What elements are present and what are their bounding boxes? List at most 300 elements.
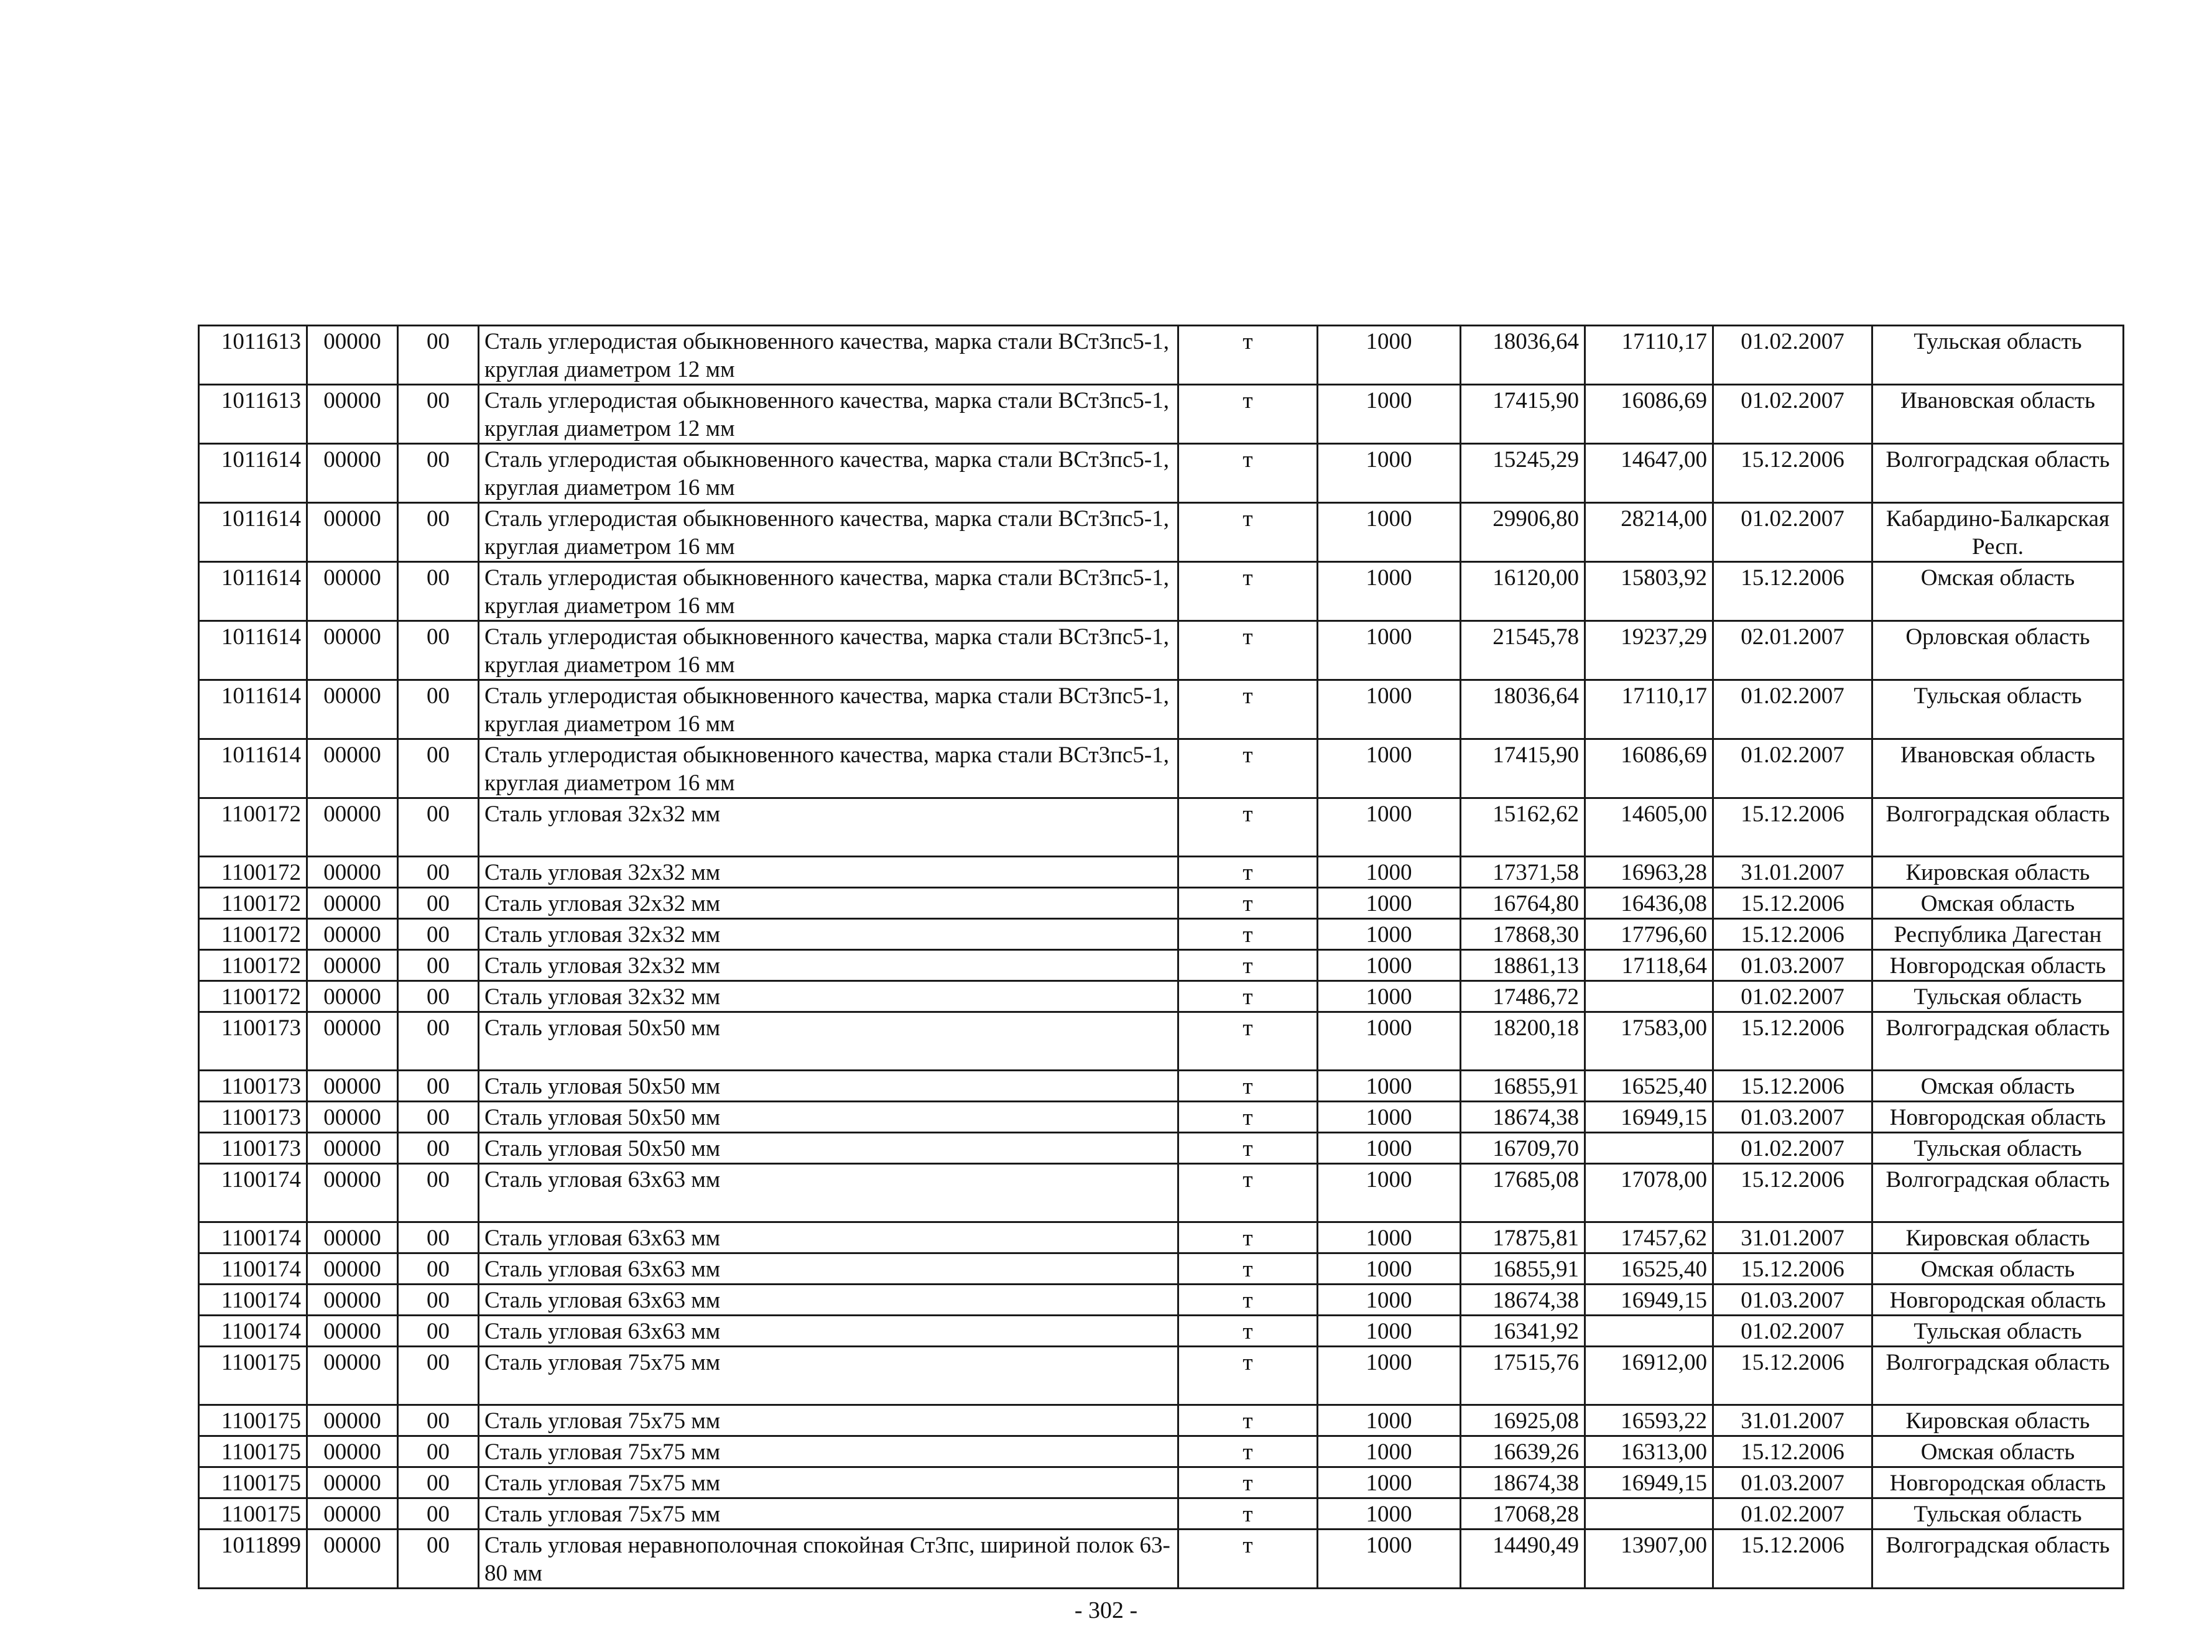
- unit-cell: т: [1178, 1467, 1318, 1498]
- unit-cell: т: [1178, 503, 1318, 562]
- price-with-vat-cell: 17868,30: [1461, 919, 1585, 950]
- price-with-vat-cell: 15162,62: [1461, 798, 1585, 857]
- variant-code-cell: 00: [398, 326, 479, 385]
- date-cell: 15.12.2006: [1713, 798, 1872, 857]
- date-cell: 15.12.2006: [1713, 919, 1872, 950]
- unit-cell: т: [1178, 326, 1318, 385]
- product-code-cell: 1100174: [199, 1222, 307, 1253]
- variant-code-cell: 00: [398, 919, 479, 950]
- date-cell: 01.03.2007: [1713, 950, 1872, 981]
- product-code-cell: 1011614: [199, 503, 307, 562]
- product-name-cell: Сталь угловая 75х75 мм: [479, 1467, 1178, 1498]
- price-cell: 17110,17: [1585, 326, 1713, 385]
- subcode-cell: 00000: [307, 1436, 398, 1467]
- subcode-cell: 00000: [307, 981, 398, 1012]
- variant-code-cell: 00: [398, 1164, 479, 1222]
- quantity-cell: 1000: [1318, 1071, 1461, 1102]
- price-with-vat-cell: 16855,91: [1461, 1253, 1585, 1285]
- region-cell: Республика Дагестан: [1872, 919, 2124, 950]
- price-cell: [1585, 981, 1713, 1012]
- table-row: [199, 621, 2124, 680]
- date-cell: 01.02.2007: [1713, 1133, 1872, 1164]
- unit-cell: т: [1178, 981, 1318, 1012]
- variant-code-cell: 00: [398, 385, 479, 444]
- variant-code-cell: 00: [398, 1498, 479, 1530]
- price-with-vat-cell: 16855,91: [1461, 1071, 1585, 1102]
- product-code-cell: 1100173: [199, 1133, 307, 1164]
- product-name-cell: Сталь угловая 32х32 мм: [479, 950, 1178, 981]
- variant-code-cell: 00: [398, 798, 479, 857]
- table-row: [199, 385, 2124, 444]
- region-cell: Волгоградская область: [1872, 1347, 2124, 1405]
- price-with-vat-cell: 17875,81: [1461, 1222, 1585, 1253]
- product-name-cell: Сталь угловая 75х75 мм: [479, 1436, 1178, 1467]
- table-row: [199, 1498, 2124, 1530]
- quantity-cell: 1000: [1318, 857, 1461, 888]
- price-with-vat-cell: 18674,38: [1461, 1102, 1585, 1133]
- variant-code-cell: 00: [398, 1316, 479, 1347]
- variant-code-cell: 00: [398, 950, 479, 981]
- table-row: [199, 1253, 2124, 1285]
- subcode-cell: 00000: [307, 1530, 398, 1589]
- date-cell: 15.12.2006: [1713, 562, 1872, 621]
- quantity-cell: 1000: [1318, 1467, 1461, 1498]
- region-cell: Новгородская область: [1872, 1467, 2124, 1498]
- product-name-cell: Сталь угловая 32х32 мм: [479, 798, 1178, 857]
- region-cell: Омская область: [1872, 888, 2124, 919]
- variant-code-cell: 00: [398, 1285, 479, 1316]
- subcode-cell: 00000: [307, 1164, 398, 1222]
- product-name-cell: Сталь угловая 63х63 мм: [479, 1285, 1178, 1316]
- variant-code-cell: 00: [398, 1347, 479, 1405]
- quantity-cell: 1000: [1318, 950, 1461, 981]
- price-cell: 16086,69: [1585, 739, 1713, 798]
- product-name-cell: Сталь угловая 50х50 мм: [479, 1012, 1178, 1071]
- variant-code-cell: 00: [398, 1012, 479, 1071]
- region-cell: Омская область: [1872, 1436, 2124, 1467]
- unit-cell: т: [1178, 1012, 1318, 1071]
- variant-code-cell: 00: [398, 1530, 479, 1589]
- price-cell: 17078,00: [1585, 1164, 1713, 1222]
- price-with-vat-cell: 16709,70: [1461, 1133, 1585, 1164]
- product-name-cell: Сталь угловая 32х32 мм: [479, 919, 1178, 950]
- product-code-cell: 1011614: [199, 621, 307, 680]
- region-cell: Кировская область: [1872, 857, 2124, 888]
- quantity-cell: 1000: [1318, 1436, 1461, 1467]
- price-cell: 13907,00: [1585, 1530, 1713, 1589]
- price-table: [198, 325, 2124, 1589]
- table-body: [199, 326, 2124, 1589]
- quantity-cell: 1000: [1318, 1405, 1461, 1436]
- date-cell: 01.03.2007: [1713, 1285, 1872, 1316]
- product-name-cell: Сталь угловая 32х32 мм: [479, 981, 1178, 1012]
- variant-code-cell: 00: [398, 739, 479, 798]
- product-code-cell: 1100172: [199, 919, 307, 950]
- quantity-cell: 1000: [1318, 919, 1461, 950]
- product-name-cell: Сталь углеродистая обыкновенного качества, марка стали ВСт3пс5-1, круглая диаметром 16 мм: [479, 739, 1178, 798]
- quantity-cell: 1000: [1318, 1347, 1461, 1405]
- table-row: [199, 950, 2124, 981]
- unit-cell: т: [1178, 1530, 1318, 1589]
- product-code-cell: 1100175: [199, 1467, 307, 1498]
- region-cell: Новгородская область: [1872, 1285, 2124, 1316]
- price-cell: 16912,00: [1585, 1347, 1713, 1405]
- subcode-cell: 00000: [307, 621, 398, 680]
- product-name-cell: Сталь угловая 63х63 мм: [479, 1253, 1178, 1285]
- variant-code-cell: 00: [398, 562, 479, 621]
- unit-cell: т: [1178, 739, 1318, 798]
- variant-code-cell: 00: [398, 1071, 479, 1102]
- region-cell: Ивановская область: [1872, 385, 2124, 444]
- price-cell: 16525,40: [1585, 1253, 1713, 1285]
- subcode-cell: 00000: [307, 1133, 398, 1164]
- price-with-vat-cell: 17068,28: [1461, 1498, 1585, 1530]
- quantity-cell: 1000: [1318, 1285, 1461, 1316]
- variant-code-cell: 00: [398, 1467, 479, 1498]
- unit-cell: т: [1178, 1405, 1318, 1436]
- unit-cell: т: [1178, 1164, 1318, 1222]
- price-with-vat-cell: 17415,90: [1461, 739, 1585, 798]
- date-cell: 01.02.2007: [1713, 1316, 1872, 1347]
- product-name-cell: Сталь углеродистая обыкновенного качества, марка стали ВСт3пс5-1, круглая диаметром 16 мм: [479, 444, 1178, 503]
- price-cell: [1585, 1498, 1713, 1530]
- price-with-vat-cell: 17371,58: [1461, 857, 1585, 888]
- region-cell: Орловская область: [1872, 621, 2124, 680]
- unit-cell: т: [1178, 950, 1318, 981]
- table-row: [199, 326, 2124, 385]
- region-cell: Волгоградская область: [1872, 1530, 2124, 1589]
- table-row: [199, 1405, 2124, 1436]
- unit-cell: т: [1178, 1253, 1318, 1285]
- price-with-vat-cell: 17685,08: [1461, 1164, 1585, 1222]
- price-with-vat-cell: 17415,90: [1461, 385, 1585, 444]
- unit-cell: т: [1178, 1347, 1318, 1405]
- price-with-vat-cell: 15245,29: [1461, 444, 1585, 503]
- page-number: - 302 -: [1074, 1597, 1138, 1623]
- table-row: [199, 1133, 2124, 1164]
- subcode-cell: 00000: [307, 919, 398, 950]
- price-with-vat-cell: 17486,72: [1461, 981, 1585, 1012]
- variant-code-cell: 00: [398, 981, 479, 1012]
- region-cell: Тульская область: [1872, 1498, 2124, 1530]
- date-cell: 01.02.2007: [1713, 1498, 1872, 1530]
- subcode-cell: 00000: [307, 739, 398, 798]
- table-row: [199, 1316, 2124, 1347]
- table-row: [199, 1347, 2124, 1405]
- region-cell: Омская область: [1872, 1253, 2124, 1285]
- product-code-cell: 1011614: [199, 444, 307, 503]
- price-cell: 15803,92: [1585, 562, 1713, 621]
- quantity-cell: 1000: [1318, 326, 1461, 385]
- product-code-cell: 1100174: [199, 1285, 307, 1316]
- date-cell: 01.02.2007: [1713, 739, 1872, 798]
- quantity-cell: 1000: [1318, 1164, 1461, 1222]
- product-name-cell: Сталь углеродистая обыкновенного качества, марка стали ВСт3пс5-1, круглая диаметром 16 мм: [479, 562, 1178, 621]
- region-cell: Тульская область: [1872, 1133, 2124, 1164]
- unit-cell: т: [1178, 1498, 1318, 1530]
- price-cell: [1585, 1316, 1713, 1347]
- price-with-vat-cell: 14490,49: [1461, 1530, 1585, 1589]
- variant-code-cell: 00: [398, 1405, 479, 1436]
- variant-code-cell: 00: [398, 1436, 479, 1467]
- price-cell: 17110,17: [1585, 680, 1713, 739]
- price-with-vat-cell: 17515,76: [1461, 1347, 1585, 1405]
- product-name-cell: Сталь угловая 50х50 мм: [479, 1133, 1178, 1164]
- product-code-cell: 1100172: [199, 888, 307, 919]
- product-code-cell: 1100174: [199, 1164, 307, 1222]
- price-cell: 16949,15: [1585, 1285, 1713, 1316]
- table-row: [199, 562, 2124, 621]
- product-code-cell: 1100175: [199, 1347, 307, 1405]
- unit-cell: т: [1178, 680, 1318, 739]
- product-name-cell: Сталь угловая 75х75 мм: [479, 1347, 1178, 1405]
- unit-cell: т: [1178, 1222, 1318, 1253]
- product-code-cell: 1100175: [199, 1405, 307, 1436]
- product-code-cell: 1100173: [199, 1012, 307, 1071]
- table-row: [199, 1222, 2124, 1253]
- region-cell: Тульская область: [1872, 1316, 2124, 1347]
- unit-cell: т: [1178, 1436, 1318, 1467]
- date-cell: 31.01.2007: [1713, 1222, 1872, 1253]
- product-code-cell: 1011614: [199, 680, 307, 739]
- region-cell: Тульская область: [1872, 981, 2124, 1012]
- quantity-cell: 1000: [1318, 1222, 1461, 1253]
- price-with-vat-cell: 29906,80: [1461, 503, 1585, 562]
- region-cell: Ивановская область: [1872, 739, 2124, 798]
- date-cell: 01.02.2007: [1713, 385, 1872, 444]
- subcode-cell: 00000: [307, 680, 398, 739]
- quantity-cell: 1000: [1318, 1133, 1461, 1164]
- subcode-cell: 00000: [307, 1222, 398, 1253]
- price-with-vat-cell: 16120,00: [1461, 562, 1585, 621]
- subcode-cell: 00000: [307, 1071, 398, 1102]
- product-code-cell: 1011614: [199, 562, 307, 621]
- subcode-cell: 00000: [307, 503, 398, 562]
- product-name-cell: Сталь углеродистая обыкновенного качества, марка стали ВСт3пс5-1, круглая диаметром 16 мм: [479, 621, 1178, 680]
- quantity-cell: 1000: [1318, 680, 1461, 739]
- price-cell: 14647,00: [1585, 444, 1713, 503]
- region-cell: Тульская область: [1872, 680, 2124, 739]
- price-with-vat-cell: 16639,26: [1461, 1436, 1585, 1467]
- table-row: [199, 1285, 2124, 1316]
- price-cell: 16313,00: [1585, 1436, 1713, 1467]
- quantity-cell: 1000: [1318, 1102, 1461, 1133]
- variant-code-cell: 00: [398, 1222, 479, 1253]
- product-code-cell: 1011613: [199, 385, 307, 444]
- quantity-cell: 1000: [1318, 1316, 1461, 1347]
- table-row: [199, 798, 2124, 857]
- date-cell: 31.01.2007: [1713, 857, 1872, 888]
- subcode-cell: 00000: [307, 1253, 398, 1285]
- date-cell: 15.12.2006: [1713, 1012, 1872, 1071]
- region-cell: Волгоградская область: [1872, 1164, 2124, 1222]
- product-code-cell: 1100172: [199, 798, 307, 857]
- price-with-vat-cell: 16764,80: [1461, 888, 1585, 919]
- price-cell: 28214,00: [1585, 503, 1713, 562]
- product-name-cell: Сталь угловая 63х63 мм: [479, 1222, 1178, 1253]
- unit-cell: т: [1178, 385, 1318, 444]
- variant-code-cell: 00: [398, 888, 479, 919]
- date-cell: 15.12.2006: [1713, 1253, 1872, 1285]
- price-with-vat-cell: 18036,64: [1461, 680, 1585, 739]
- price-cell: 16436,08: [1585, 888, 1713, 919]
- product-code-cell: 1100173: [199, 1071, 307, 1102]
- price-with-vat-cell: 18036,64: [1461, 326, 1585, 385]
- quantity-cell: 1000: [1318, 981, 1461, 1012]
- date-cell: 31.01.2007: [1713, 1405, 1872, 1436]
- price-with-vat-cell: 18674,38: [1461, 1467, 1585, 1498]
- variant-code-cell: 00: [398, 444, 479, 503]
- table-row: [199, 1012, 2124, 1071]
- table-row: [199, 444, 2124, 503]
- product-code-cell: 1011899: [199, 1530, 307, 1589]
- quantity-cell: 1000: [1318, 444, 1461, 503]
- table-row: [199, 1071, 2124, 1102]
- table-row: [199, 1164, 2124, 1222]
- price-cell: 16086,69: [1585, 385, 1713, 444]
- quantity-cell: 1000: [1318, 562, 1461, 621]
- table-row: [199, 919, 2124, 950]
- price-cell: 16593,22: [1585, 1405, 1713, 1436]
- quantity-cell: 1000: [1318, 798, 1461, 857]
- table-row: [199, 680, 2124, 739]
- region-cell: Волгоградская область: [1872, 798, 2124, 857]
- region-cell: Тульская область: [1872, 326, 2124, 385]
- product-code-cell: 1100172: [199, 981, 307, 1012]
- price-with-vat-cell: 18200,18: [1461, 1012, 1585, 1071]
- quantity-cell: 1000: [1318, 385, 1461, 444]
- product-name-cell: Сталь угловая 32х32 мм: [479, 857, 1178, 888]
- product-name-cell: Сталь угловая 50х50 мм: [479, 1102, 1178, 1133]
- date-cell: 15.12.2006: [1713, 1164, 1872, 1222]
- product-name-cell: Сталь угловая 32х32 мм: [479, 888, 1178, 919]
- subcode-cell: 00000: [307, 857, 398, 888]
- unit-cell: т: [1178, 562, 1318, 621]
- product-name-cell: Сталь углеродистая обыкновенного качества, марка стали ВСт3пс5-1, круглая диаметром 16 мм: [479, 503, 1178, 562]
- date-cell: 01.02.2007: [1713, 326, 1872, 385]
- product-name-cell: Сталь углеродистая обыкновенного качества, марка стали ВСт3пс5-1, круглая диаметром 12 мм: [479, 385, 1178, 444]
- variant-code-cell: 00: [398, 1133, 479, 1164]
- quantity-cell: 1000: [1318, 739, 1461, 798]
- variant-code-cell: 00: [398, 503, 479, 562]
- quantity-cell: 1000: [1318, 1498, 1461, 1530]
- product-code-cell: 1100172: [199, 950, 307, 981]
- variant-code-cell: 00: [398, 857, 479, 888]
- region-cell: Кировская область: [1872, 1222, 2124, 1253]
- price-cell: 17118,64: [1585, 950, 1713, 981]
- product-code-cell: 1011614: [199, 739, 307, 798]
- price-with-vat-cell: 16925,08: [1461, 1405, 1585, 1436]
- unit-cell: т: [1178, 1071, 1318, 1102]
- table-row: [199, 1436, 2124, 1467]
- date-cell: 01.02.2007: [1713, 680, 1872, 739]
- unit-cell: т: [1178, 1316, 1318, 1347]
- date-cell: 15.12.2006: [1713, 1436, 1872, 1467]
- price-cell: 17457,62: [1585, 1222, 1713, 1253]
- product-name-cell: Сталь углеродистая обыкновенного качества, марка стали ВСт3пс5-1, круглая диаметром 16 мм: [479, 680, 1178, 739]
- price-cell: 17583,00: [1585, 1012, 1713, 1071]
- unit-cell: т: [1178, 857, 1318, 888]
- quantity-cell: 1000: [1318, 1530, 1461, 1589]
- quantity-cell: 1000: [1318, 1012, 1461, 1071]
- quantity-cell: 1000: [1318, 888, 1461, 919]
- subcode-cell: 00000: [307, 1347, 398, 1405]
- subcode-cell: 00000: [307, 562, 398, 621]
- price-cell: 16949,15: [1585, 1102, 1713, 1133]
- unit-cell: т: [1178, 621, 1318, 680]
- product-name-cell: Сталь угловая 63х63 мм: [479, 1164, 1178, 1222]
- product-code-cell: 1100174: [199, 1316, 307, 1347]
- region-cell: Новгородская область: [1872, 950, 2124, 981]
- date-cell: 01.03.2007: [1713, 1467, 1872, 1498]
- price-with-vat-cell: 16341,92: [1461, 1316, 1585, 1347]
- price-with-vat-cell: 21545,78: [1461, 621, 1585, 680]
- table-row: [199, 857, 2124, 888]
- product-name-cell: Сталь угловая 75х75 мм: [479, 1498, 1178, 1530]
- product-name-cell: Сталь угловая 50х50 мм: [479, 1071, 1178, 1102]
- date-cell: 15.12.2006: [1713, 888, 1872, 919]
- region-cell: Волгоградская область: [1872, 1012, 2124, 1071]
- region-cell: Новгородская область: [1872, 1102, 2124, 1133]
- product-name-cell: Сталь угловая 63х63 мм: [479, 1316, 1178, 1347]
- date-cell: 01.02.2007: [1713, 503, 1872, 562]
- unit-cell: т: [1178, 919, 1318, 950]
- date-cell: 15.12.2006: [1713, 444, 1872, 503]
- subcode-cell: 00000: [307, 950, 398, 981]
- table-row: [199, 1102, 2124, 1133]
- price-cell: [1585, 1133, 1713, 1164]
- unit-cell: т: [1178, 1285, 1318, 1316]
- region-cell: Кировская область: [1872, 1405, 2124, 1436]
- subcode-cell: 00000: [307, 1285, 398, 1316]
- subcode-cell: 00000: [307, 798, 398, 857]
- table-row: [199, 981, 2124, 1012]
- price-cell: 16949,15: [1585, 1467, 1713, 1498]
- variant-code-cell: 00: [398, 680, 479, 739]
- unit-cell: т: [1178, 1133, 1318, 1164]
- product-code-cell: 1100175: [199, 1498, 307, 1530]
- table-row: [199, 1530, 2124, 1589]
- variant-code-cell: 00: [398, 621, 479, 680]
- table-row: [199, 888, 2124, 919]
- product-code-cell: 1100173: [199, 1102, 307, 1133]
- variant-code-cell: 00: [398, 1253, 479, 1285]
- price-cell: 16963,28: [1585, 857, 1713, 888]
- quantity-cell: 1000: [1318, 621, 1461, 680]
- table-row: [199, 1467, 2124, 1498]
- subcode-cell: 00000: [307, 1102, 398, 1133]
- subcode-cell: 00000: [307, 1316, 398, 1347]
- subcode-cell: 00000: [307, 326, 398, 385]
- subcode-cell: 00000: [307, 444, 398, 503]
- product-name-cell: Сталь угловая 75х75 мм: [479, 1405, 1178, 1436]
- price-cell: 14605,00: [1585, 798, 1713, 857]
- date-cell: 15.12.2006: [1713, 1530, 1872, 1589]
- region-cell: Омская область: [1872, 1071, 2124, 1102]
- date-cell: 15.12.2006: [1713, 1347, 1872, 1405]
- quantity-cell: 1000: [1318, 503, 1461, 562]
- product-name-cell: Сталь углеродистая обыкновенного качества, марка стали ВСт3пс5-1, круглая диаметром 12 мм: [479, 326, 1178, 385]
- unit-cell: т: [1178, 444, 1318, 503]
- date-cell: 15.12.2006: [1713, 1071, 1872, 1102]
- product-code-cell: 1100174: [199, 1253, 307, 1285]
- product-name-cell: Сталь угловая неравнополочная спокойная Ст3пс, шириной полок 63-80 мм: [479, 1530, 1178, 1589]
- subcode-cell: 00000: [307, 1498, 398, 1530]
- unit-cell: т: [1178, 798, 1318, 857]
- product-code-cell: 1100175: [199, 1436, 307, 1467]
- table-row: [199, 503, 2124, 562]
- unit-cell: т: [1178, 1102, 1318, 1133]
